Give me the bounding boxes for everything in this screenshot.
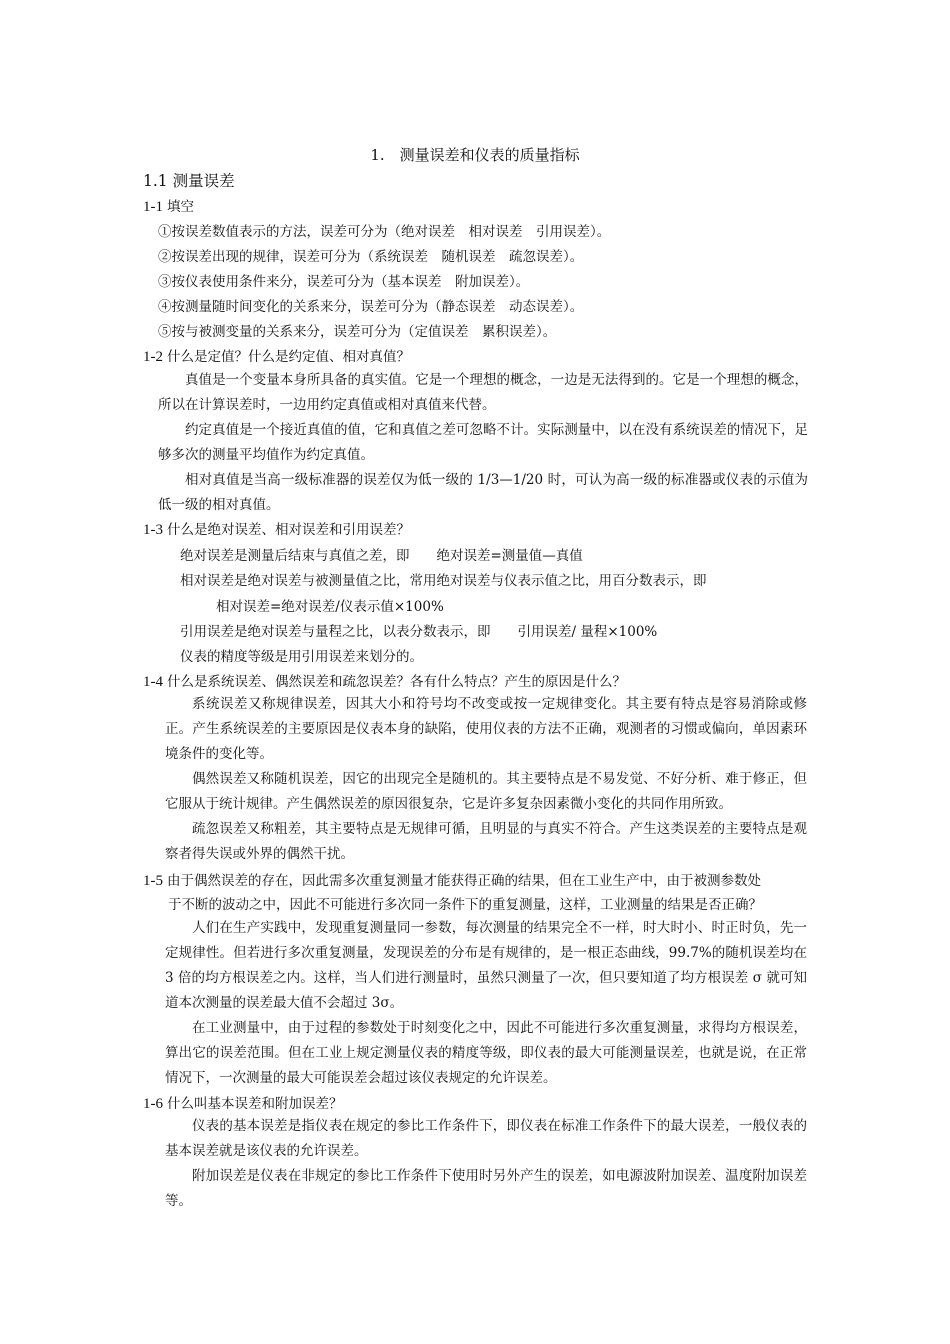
question-number: 1-3 [143, 522, 163, 538]
question-number: 1-6 [143, 1096, 163, 1112]
paragraph: 人们在生产实践中，发现重复测量同一参数，每次测量的结果完全不一样，时大时小、时正时负，先一定规律性。但若进行多次重复测量，发现误差的分布是有规律的，是一根正态曲线，99.7%的随机误差均在 3 倍的均方根误差之内。这样，当人们进行测量时，虽然只测量了一次，但只要知道了均方根误差 σ 就可知道本次测量的误差最大值不会超过 3σ。 [165, 920, 807, 1011]
fill-item-2: ②按误差出现的规律，误差可分为（系统误差 随机误差 疏忽误差）。 [158, 249, 584, 265]
question-title: 由于偶然误差的存在，因此需多次重复测量才能获得正确的结果，但在工业生产中，由于被测参数处 [167, 873, 761, 889]
formula-line: 相对误差=绝对误差/仪表示值×100% [216, 599, 444, 615]
text-line: 相对误差是绝对误差与被测量值之比，常用绝对误差与仪表示值之比，用百分数表示，即 [180, 573, 707, 589]
paragraph: 真值是一个变量本身所具备的真实值。它是一个理想的概念，一边是无法得到的。它是一个理想的概念，所以在计算误差时，一边用约定真值或相对真值来代替。 [158, 372, 808, 413]
question-title-continued: 于不断的波动之中，因此不可能进行多次同一条件下的重复测量，这样，工业测量的结果是否正确？ [168, 897, 762, 913]
paragraph: 偶然误差又称随机误差，因它的出现完全是随机的。其主要特点是不易发觉、不好分析、难于修正，但它服从于统计规律。产生偶然误差的原因很复杂，它是许多复杂因素微小变化的共同作用所致。 [165, 771, 807, 812]
question-number: 1-2 [143, 349, 163, 365]
fill-item-5: ⑤按与被测变量的关系来分，误差可分为（定值误差 累积误差）。 [158, 324, 557, 340]
text-line: 仪表的精度等级是用引用误差来划分的。 [180, 649, 423, 665]
fill-item-4: ④按测量随时间变化的关系来分，误差可分为（静态误差 动态误差）。 [158, 299, 584, 315]
fill-item-3: ③按仪表使用条件来分，误差可分为（基本误差 附加误差）。 [158, 274, 530, 290]
question-1-6 [143, 1092, 343, 1113]
question-1-4 [143, 670, 626, 691]
paragraph: 附加误差是仪表在非规定的参比工作条件下使用时另外产生的误差，如电源波附加误差、温度附加误差等。 [165, 1168, 807, 1209]
text-line: 引用误差是绝对误差与量程之比，以表分数表示，即 引用误差/ 量程×100% [180, 624, 658, 640]
question-number: 1-1 [143, 199, 163, 215]
paragraph: 系统误差又称规律误差，因其大小和符号均不改变或按一定规律变化。其主要有特点是容易消除或修正。产生系统误差的主要原因是仪表本身的缺陷，使用仪表的方法不正确，观测者的习惯或偏向，单因素环境条件的变化等。 [165, 696, 807, 762]
paragraph: 在工业测量中，由于过程的参数处于时刻变化之中，因此不可能进行多次重复测量，求得均方根误差，算出它的误差范围。但在工业上规定测量仪表的精度等级，即仪表的最大可能测量误差，也就是说，在正常情况下，一次测量的最大可能误差会超过该仪表规定的允许误差。 [165, 1020, 807, 1086]
paragraph: 疏忽误差又称粗差，其主要特点是无规律可循，且明显的与真实不符合。产生这类误差的主要特点是观察者得失误或外界的偶然干扰。 [165, 821, 807, 862]
question-1-2 [143, 345, 410, 366]
paragraph: 仪表的基本误差是指仪表在规定的参比工作条件下，即仪表在标准工作条件下的最大误差，一般仪表的基本误差就是该仪表的允许误差。 [165, 1118, 807, 1159]
section-heading: 1.1 测量误差 [143, 172, 235, 190]
paragraph: 约定真值是一个接近真值的值，它和真值之差可忽略不计。实际测量中，以在没有系统误差的情况下，足够多次的测量平均值作为约定真值。 [158, 422, 808, 463]
question-title: 什么是绝对误差、相对误差和引用误差？ [167, 522, 410, 538]
question-title: 什么是定值？什么是约定值、相对真值？ [167, 349, 410, 365]
paragraph: 相对真值是当高一级标准器的误差仅为低一级的 1/3—1/20 时，可认为高一级的标准器或仪表的示值为低一级的相对真值。 [158, 472, 808, 513]
question-title: 什么是系统误差、偶然误差和疏忽误差？各有什么特点？产生的原因是什么？ [167, 674, 626, 690]
question-title: 什么叫基本误差和附加误差？ [167, 1096, 343, 1112]
document-title: 1. 测量误差和仪表的质量指标 [370, 146, 580, 164]
question-1-1 [143, 195, 194, 216]
fill-item-1: ①按误差数值表示的方法，误差可分为（绝对误差 相对误差 引用误差）。 [158, 224, 611, 240]
question-1-5 [143, 869, 761, 890]
question-title: 填空 [167, 199, 194, 215]
question-number: 1-5 [143, 873, 163, 889]
text-line: 绝对误差是测量后结束与真值之差，即 绝对误差=测量值—真值 [180, 548, 583, 564]
question-number: 1-4 [143, 674, 163, 690]
question-1-3 [143, 518, 410, 539]
